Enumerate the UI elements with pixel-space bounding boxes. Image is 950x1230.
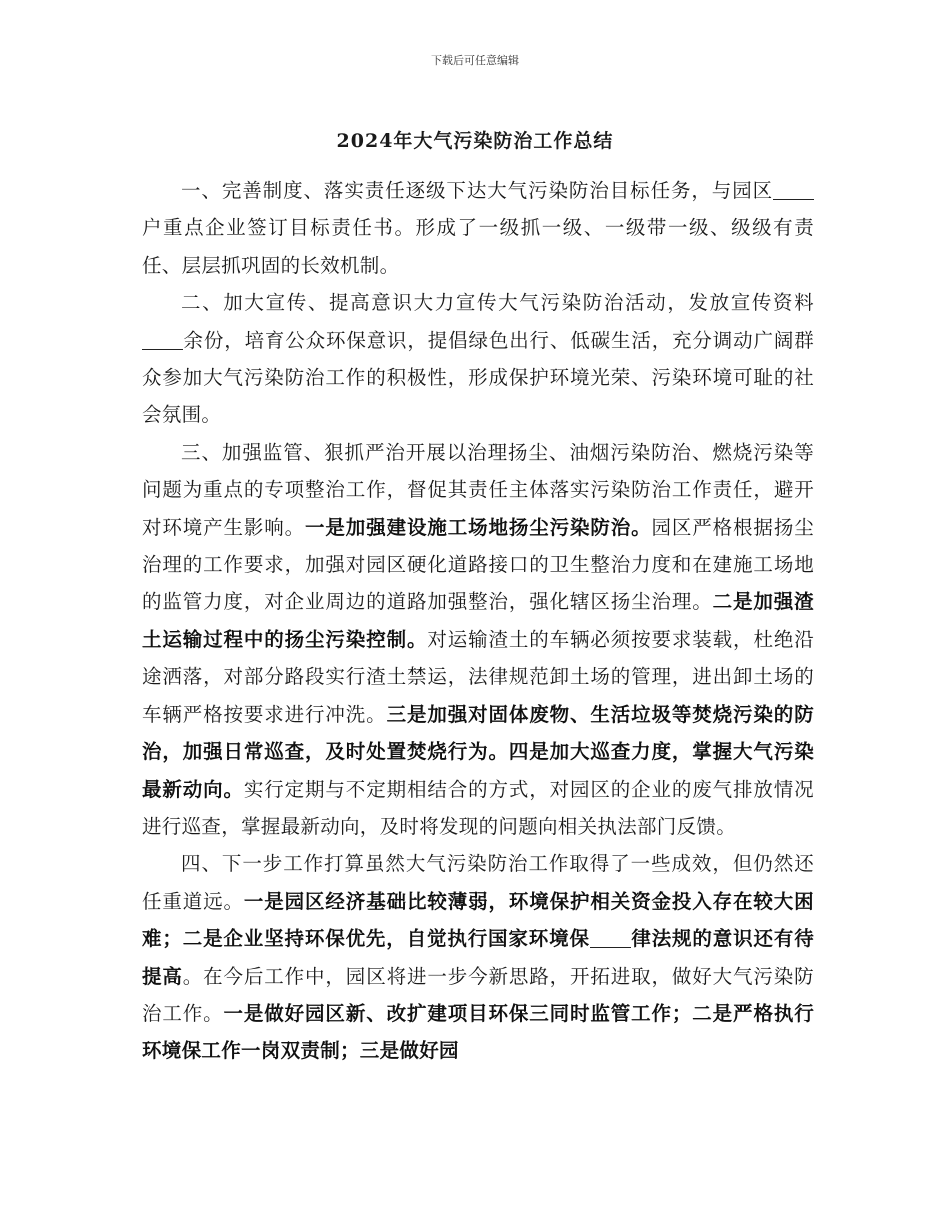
paragraph-3-text-e: 对运输渣土的车辆必须按要求装载，杜绝沿途洒落，对部分路段实行渣土禁运，法律规范卸土场的管理，进出卸土场的车辆严格按要求进行冲洗。: [142, 627, 815, 726]
paragraph-4-bold-c: 律法规的意识还有待提高: [142, 927, 814, 988]
page-header-note: 下载后可任意编辑: [431, 54, 519, 67]
document-title: 2024年大气污染防治工作总结: [336, 130, 614, 152]
blank-underline: [773, 180, 814, 201]
paragraph-2-text-a: 二、加大宣传、提高意识大力宣传大气污染防治活动，发放宣传资料: [181, 291, 814, 315]
paragraph-3-bold-f: 三是加强对固体废物、生活垃圾等焚烧污染的防治，加强日常巡查，及时处置焚烧行为。四是加大巡查力度，掌握大气污染最新动向。: [142, 702, 814, 801]
paragraph-4-bold-e: 一是做好园区新、改扩建项目环保三同时监管工作；二是严格执行环境保工作一岗双责制；三是做好园: [142, 1001, 815, 1063]
paragraph-3-bold-b: 一是加强建设施工场地扬尘污染防治。: [305, 515, 652, 539]
paragraph-4: [142, 845, 814, 1069]
paragraph-3-text-g: 实行定期与不定期相结合的方式，对园区的企业的废气排放情况进行巡查，掌握最新动向，及时将发现的问题向相关执法部门反馈。: [142, 777, 814, 838]
paragraph-3: [142, 434, 814, 845]
paragraph-2: [142, 284, 814, 434]
paragraph-1-text-a: 一、完善制度、落实责任逐级下达大气污染防治目标任务，与园区: [181, 179, 774, 202]
paragraph-4-text-a: 四、下一步工作打算虽然大气污染防治工作取得了一些成效，但仍然还任重道远。: [142, 852, 814, 913]
blank-underline: [590, 928, 631, 949]
paragraph-4-text-d: 。在今后工作中，园区将进一步今新思路，开拓进取，做好大气污染防治工作。: [142, 964, 814, 1025]
paragraph-3-text-a: 三、加强监管、狠抓严治开展以治理扬尘、油烟污染防治、燃烧污染等问题为重点的专项整治工作，督促其责任主体落实污染防治工作责任，避开对环境产生影响。: [142, 440, 814, 539]
paragraph-1: [142, 172, 814, 284]
paragraph-2-text-b: 余份，培育公众环保意识，提倡绿色出行、低碳生活，充分调动广阔群众参加大气污染防治工作的积极性，形成保护环境光荣、污染环境可耻的社会氛围。: [142, 328, 814, 427]
paragraph-4-bold-b: 一是园区经济基础比较薄弱，环境保护相关资金投入存在较大困难；二是企业坚持环保优先，自觉执行国家环境保: [142, 889, 814, 951]
paragraph-3-bold-d: 二是加强渣土运输过程中的扬尘污染控制。: [142, 590, 814, 651]
paragraph-1-text-b: 户重点企业签订目标责任书。形成了一级抓一级、一级带一级、级级有责任、层层抓巩固的长效机制。: [142, 216, 814, 277]
blank-underline: [142, 329, 183, 350]
paragraph-3-text-c: 园区严格根据扬尘治理的工作要求，加强对园区硬化道路接口的卫生整治力度和在建施工场地的监管力度，对企业周边的道路加强整治，强化辖区扬尘治理。: [142, 515, 814, 614]
document-body: [142, 172, 814, 1070]
